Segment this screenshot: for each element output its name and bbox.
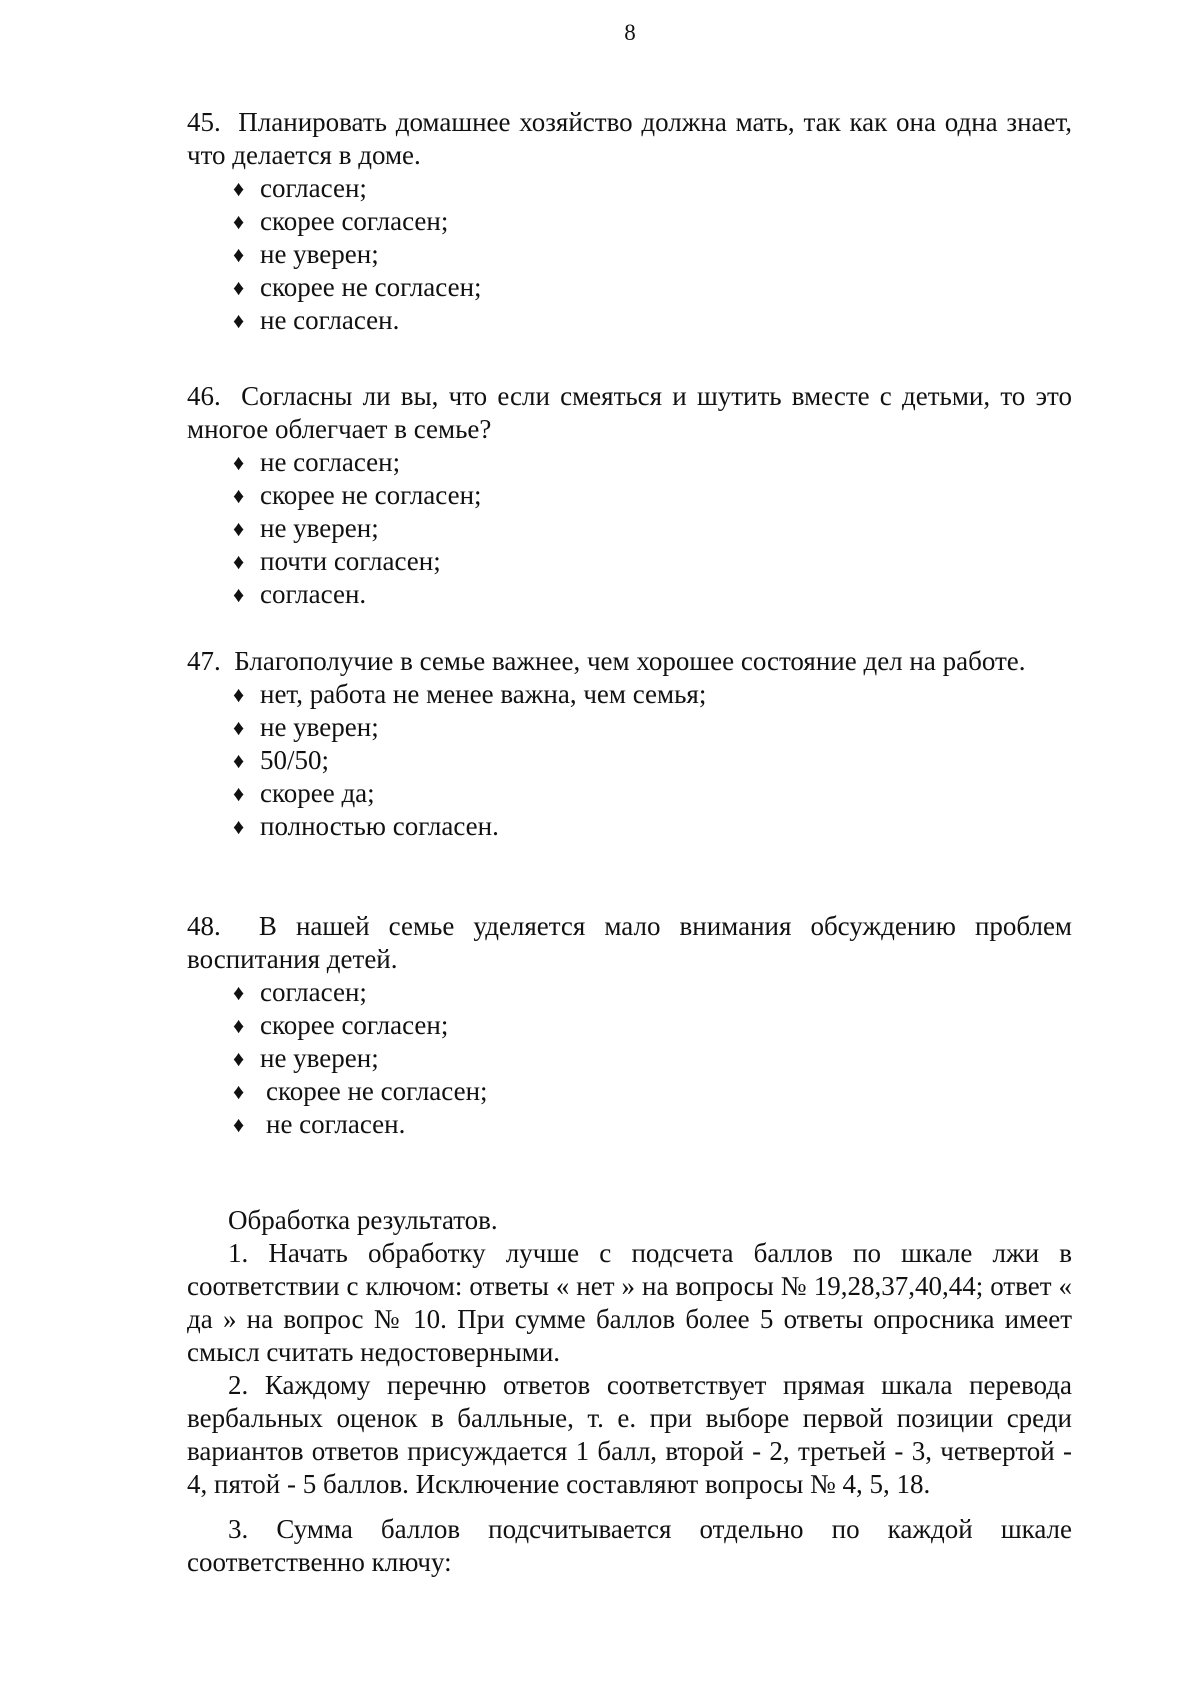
diamond-bullet-icon: ♦ <box>233 814 245 839</box>
option-label: 50/50; <box>260 745 330 775</box>
answer-option <box>187 172 1072 205</box>
answer-option <box>187 304 1072 337</box>
option-label: не уверен; <box>260 1043 379 1073</box>
answer-option <box>187 810 1072 843</box>
question-number: 46. <box>187 381 221 411</box>
option-label: нет, работа не менее важна, чем семья; <box>260 679 707 709</box>
option-label: скорее согласен; <box>260 206 449 236</box>
option-label: полностью согласен. <box>260 811 499 841</box>
question-text <box>187 380 1072 446</box>
answer-options <box>187 678 1072 843</box>
answer-option <box>187 205 1072 238</box>
diamond-bullet-icon: ♦ <box>233 1046 245 1071</box>
answer-option <box>187 479 1072 512</box>
answer-option <box>187 545 1072 578</box>
question-46 <box>187 380 1072 611</box>
question-body: Планировать домашнее хозяйство должна мать, так как она одна знает, что делается в доме. <box>187 107 1072 170</box>
diamond-bullet-icon: ♦ <box>233 682 245 707</box>
answer-options <box>187 446 1072 611</box>
question-body: Согласны ли вы, что если смеяться и шутить вместе с детьми, то это многое облегчает в семье? <box>187 381 1073 444</box>
answer-option <box>187 446 1072 479</box>
answer-option <box>187 777 1072 810</box>
option-label: согласен; <box>260 977 367 1007</box>
diamond-bullet-icon: ♦ <box>233 582 245 607</box>
diamond-bullet-icon: ♦ <box>233 715 245 740</box>
processing-paragraph-1: 1. Начать обработку лучше с подсчета баллов по шкале лжи в соответствии с ключом: ответы « нет » на вопросы № 19,28,37,40,44; ответ « да » на вопрос № 10. При сумме баллов более 5 ответы опросника имеет смысл считать недостоверными. <box>187 1238 1072 1367</box>
answer-option <box>187 1108 1072 1141</box>
page-number: 8 <box>624 20 636 45</box>
diamond-bullet-icon: ♦ <box>233 1112 245 1137</box>
answer-option <box>187 238 1072 271</box>
answer-option <box>187 678 1072 711</box>
processing-section <box>187 1204 1072 1579</box>
diamond-bullet-icon: ♦ <box>233 483 245 508</box>
question-number: 45. <box>187 107 221 137</box>
option-label: не согласен; <box>260 447 401 477</box>
diamond-bullet-icon: ♦ <box>233 748 245 773</box>
diamond-bullet-icon: ♦ <box>233 1013 245 1038</box>
option-label: не согласен. <box>266 1109 406 1139</box>
question-body: В нашей семье уделяется мало внимания обсуждению проблем воспитания детей. <box>187 911 1073 974</box>
option-label: не согласен. <box>260 305 400 335</box>
option-label: скорее да; <box>260 778 375 808</box>
option-label: скорее согласен; <box>260 1010 449 1040</box>
option-label: скорее не согласен; <box>266 1076 488 1106</box>
processing-paragraph-2: 2. Каждому перечню ответов соответствует прямая шкала перевода вербальных оценок в балльные, т. е. при выборе первой позиции среди вариантов ответов присуждается 1 балл, второй - 2, третьей - 3, четвертой - 4, пятой - 5 баллов. Исключение составляют вопросы № 4, 5, 18. <box>187 1370 1072 1499</box>
option-label: не уверен; <box>260 239 379 269</box>
answer-option <box>187 744 1072 777</box>
diamond-bullet-icon: ♦ <box>233 209 245 234</box>
section-heading: Обработка результатов. <box>228 1205 498 1235</box>
diamond-bullet-icon: ♦ <box>233 450 245 475</box>
question-number: 48. <box>187 911 221 941</box>
diamond-bullet-icon: ♦ <box>233 781 245 806</box>
question-number: 47. <box>187 646 221 676</box>
question-body: Благополучие в семье важнее, чем хорошее состояние дел на работе. <box>234 646 1026 676</box>
question-48 <box>187 910 1072 1141</box>
diamond-bullet-icon: ♦ <box>233 242 245 267</box>
answer-option <box>187 1009 1072 1042</box>
option-label: скорее не согласен; <box>260 480 482 510</box>
diamond-bullet-icon: ♦ <box>233 516 245 541</box>
answer-option <box>187 711 1072 744</box>
option-label: не уверен; <box>260 513 379 543</box>
option-label: скорее не согласен; <box>260 272 482 302</box>
answer-option <box>187 271 1072 304</box>
diamond-bullet-icon: ♦ <box>233 549 245 574</box>
answer-option <box>187 1042 1072 1075</box>
diamond-bullet-icon: ♦ <box>233 308 245 333</box>
answer-option <box>187 512 1072 545</box>
diamond-bullet-icon: ♦ <box>233 1079 245 1104</box>
diamond-bullet-icon: ♦ <box>233 980 245 1005</box>
option-label: почти согласен; <box>260 546 441 576</box>
diamond-bullet-icon: ♦ <box>233 275 245 300</box>
processing-paragraph-3: 3. Сумма баллов подсчитывается отдельно по каждой шкале соответственно ключу: <box>187 1514 1072 1577</box>
diamond-bullet-icon: ♦ <box>233 176 245 201</box>
question-text <box>187 910 1072 976</box>
answer-option <box>187 976 1072 1009</box>
option-label: согласен. <box>260 579 367 609</box>
option-label: не уверен; <box>260 712 379 742</box>
answer-option <box>187 1075 1072 1108</box>
option-label: согласен; <box>260 173 367 203</box>
answer-option <box>187 578 1072 611</box>
question-47 <box>187 645 1072 843</box>
question-45 <box>187 106 1072 337</box>
question-text <box>187 106 1072 172</box>
answer-options <box>187 976 1072 1141</box>
answer-options <box>187 172 1072 337</box>
question-text <box>187 645 1072 678</box>
